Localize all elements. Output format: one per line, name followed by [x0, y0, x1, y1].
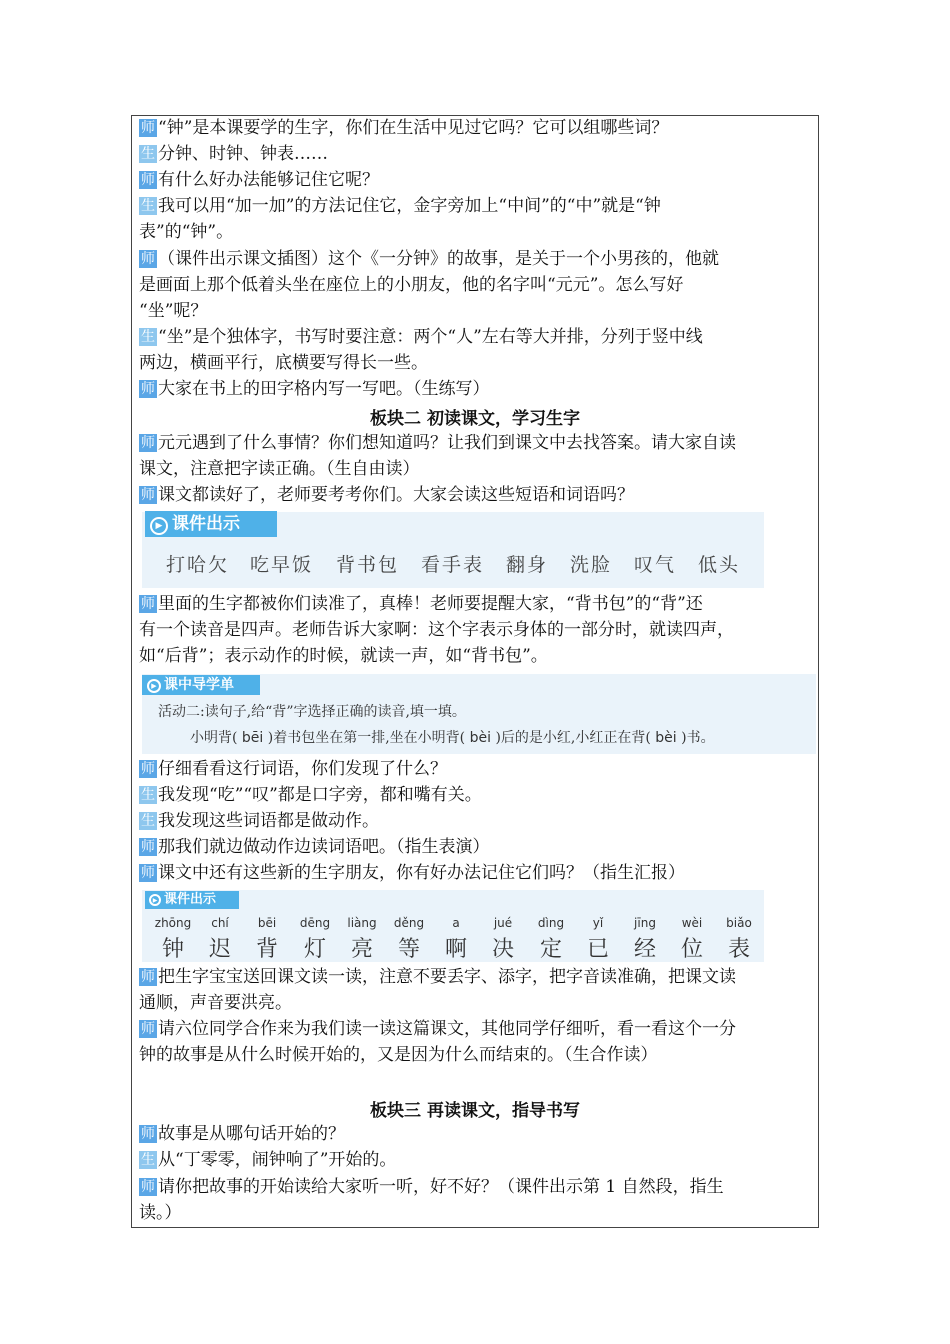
pinyin-label: chí: [211, 916, 229, 930]
line-text: “钟”是本课要学的生字，你们在生活中见过它吗？它可以组哪些词？: [158, 118, 669, 138]
line-text: （课件出示课文插图）这个《一分钟》的故事，是关于一个小男孩的，他就: [158, 249, 719, 269]
teacher-line: [139, 1174, 724, 1200]
block3-heading: 板块三 再读课文，指导书写: [370, 1101, 580, 1121]
teacher-line: [139, 246, 719, 272]
teacher-tag: 师: [141, 1179, 155, 1195]
line-text: 那我们就边做动作边读词语吧。（指生表演）: [158, 837, 490, 857]
teacher-line: [139, 167, 379, 193]
student-tag: 生: [141, 198, 155, 214]
courseware-label: 课件出示: [164, 892, 217, 907]
teacher-tag: 师: [141, 596, 155, 612]
sentence-part: )着书包坐在第一排,坐在小明背(: [267, 730, 466, 746]
new-character: 钟: [161, 937, 184, 962]
teacher-tag: 师: [141, 487, 155, 503]
teacher-tag: 师: [141, 761, 155, 777]
phrase-item: 打哈欠: [166, 554, 230, 576]
teacher-tag: 师: [141, 1126, 155, 1142]
phrase-item: 吃早饭: [250, 554, 314, 576]
guide-label: 课中导学单: [164, 677, 234, 693]
pinyin-label: a: [452, 916, 460, 930]
student-line: [139, 324, 703, 350]
student-line: [139, 141, 328, 167]
line-text: 里面的生字都被你们读准了，真棒！老师要提醒大家，“背书包”的“背”还: [158, 594, 703, 614]
line-continuation: 课文，注意把字读正确。（生自由读）: [139, 459, 420, 479]
line-text: 故事是从哪句话开始的？: [158, 1124, 345, 1144]
new-character: 表: [727, 937, 750, 962]
new-character: 啊: [444, 937, 467, 962]
pinyin-label: yǐ: [592, 916, 604, 930]
pinyin-label: liàng: [347, 916, 377, 930]
student-tag: 生: [141, 1152, 155, 1168]
teacher-tag: 师: [141, 969, 155, 985]
new-character: 背: [255, 937, 278, 962]
line-text: 请你把故事的开始读给大家听一听，好不好？（课件出示第 1 自然段，指生: [158, 1177, 724, 1197]
pinyin-label: bēi: [257, 916, 277, 930]
pinyin-label: jīng: [634, 916, 656, 930]
new-character: 定: [539, 937, 562, 962]
student-line: [139, 193, 661, 219]
teacher-line: [139, 376, 490, 402]
phrase-item: 背书包: [336, 554, 400, 576]
play-icon: ▶: [147, 679, 161, 693]
pinyin-label: wèi: [681, 916, 703, 930]
line-continuation: 读。）: [139, 1203, 182, 1223]
student-line: [139, 808, 379, 834]
line-text: 从“丁零零，闹钟响了”开始的。: [158, 1150, 397, 1170]
block2-heading: 板块二 初读课文，学习生字: [370, 409, 580, 429]
line-continuation: 表”的“钟”。: [139, 222, 234, 242]
teacher-tag: 师: [141, 435, 155, 451]
answer-bei1: bēi: [241, 730, 264, 746]
new-character: 已: [586, 937, 609, 962]
new-character: 等: [397, 937, 420, 962]
line-text: 课文都读好了，老师要考考你们。大家会读这些短语和词语吗？: [158, 485, 634, 505]
answer-bei4: bèi: [655, 730, 677, 746]
pinyin-label: děng: [393, 916, 425, 930]
student-tag: 生: [141, 329, 155, 345]
pinyin-label: dìng: [537, 916, 565, 930]
teacher-line: [139, 591, 703, 617]
new-character: 经: [633, 937, 656, 962]
phrase-item: 看手表: [421, 554, 485, 576]
student-line: [139, 782, 482, 808]
line-text: 我发现“吃”“叹”都是口字旁，都和嘴有关。: [158, 785, 482, 805]
line-continuation: “坐”呢？: [139, 301, 208, 321]
teacher-line: [139, 1016, 736, 1042]
new-character: 位: [680, 937, 703, 962]
teacher-tag: 师: [141, 865, 155, 881]
line-continuation: 如“后背”；表示动作的时候，就读一声，如“背书包”。: [139, 646, 548, 666]
courseware-badge: [145, 511, 277, 537]
line-continuation: 钟的故事是从什么时候开始的，又是因为什么而结束的。（生合作读）: [139, 1045, 658, 1065]
sentence-part: 小明背(: [190, 730, 238, 746]
phrase-item: 叹气: [634, 554, 677, 576]
line-text: 课文中还有这些新的生字朋友，你有好办法记住它们吗？（指生汇报）: [158, 863, 685, 883]
line-text: 把生字宝宝送回课文读一读，注意不要丢字、添字，把字音读准确，把课文读: [158, 967, 736, 987]
play-icon: ▶: [149, 894, 161, 906]
line-continuation: 有一个读音是四声。老师告诉大家啊：这个字表示身体的一部分时，就读四声，: [139, 620, 734, 640]
new-character: 亮: [350, 937, 373, 962]
student-tag: 生: [141, 813, 155, 829]
line-text: 元元遇到了什么事情？你们想知道吗？让我们到课文中去找答案。请大家自读: [158, 433, 736, 453]
new-character: 决: [491, 937, 514, 962]
courseware-badge: [145, 891, 239, 909]
answer-bei4: bèi: [469, 730, 491, 746]
guide-activity: 活动二:读句子,给“背”字选择正确的读音,填一填。: [158, 704, 466, 720]
guide-badge: [142, 675, 260, 695]
teacher-line: [139, 964, 736, 990]
teacher-tag: 师: [141, 1021, 155, 1037]
teacher-tag: 师: [141, 251, 155, 267]
line-text: 仔细看看这行词语，你们发现了什么？: [158, 759, 447, 779]
line-continuation: 两边，横画平行，底横要写得长一些。: [139, 353, 428, 373]
sentence-part: )书。: [681, 730, 715, 746]
pinyin-label: biǎo: [726, 916, 752, 930]
phrase-item: 洗脸: [570, 554, 613, 576]
pinyin-label: jué: [493, 916, 513, 930]
teacher-tag: 师: [141, 120, 155, 136]
teacher-line: [139, 834, 490, 860]
line-text: 大家在书上的田字格内写一写吧。（生练写）: [158, 379, 490, 399]
pinyin-label: zhōng: [154, 916, 192, 930]
teacher-line: [139, 482, 634, 508]
teacher-line: [139, 860, 685, 886]
line-text: “坐”是个独体字，书写时要注意：两个“人”左右等大并排，分列于竖中线: [158, 327, 703, 347]
student-tag: 生: [141, 146, 155, 162]
sentence-part: )后的是小红,小红正在背(: [495, 730, 651, 746]
play-icon: ▶: [150, 517, 168, 535]
teacher-line: [139, 1121, 345, 1147]
teacher-line: [139, 115, 668, 141]
line-text: 请六位同学合作来为我们读一读这篇课文，其他同学仔细听，看一看这个一分: [158, 1019, 736, 1039]
teacher-line: [139, 756, 447, 782]
line-continuation: 通顺，声音要洪亮。: [139, 993, 292, 1013]
line-text: 我发现这些词语都是做动作。: [158, 811, 379, 831]
line-text: 分钟、时钟、钟表……: [158, 144, 328, 164]
new-character: 迟: [208, 937, 231, 962]
student-tag: 生: [141, 787, 155, 803]
line-text: 我可以用“加一加”的方法记住它，金字旁加上“中间”的“中”就是“钟: [158, 196, 661, 216]
guide-sentence: [190, 727, 715, 747]
line-text: 有什么好办法能够记住它呢？: [158, 170, 379, 190]
teacher-line: [139, 430, 736, 456]
phrase-item: 翻身: [506, 554, 549, 576]
teacher-tag: 师: [141, 839, 155, 855]
student-line: [139, 1147, 396, 1173]
pinyin-label: dēng: [299, 916, 331, 930]
teacher-tag: 师: [141, 381, 155, 397]
phrase-item: 低头: [698, 554, 741, 576]
courseware-label: 课件出示: [172, 514, 240, 534]
line-continuation: 是画面上那个低着头坐在座位上的小朋友，他的名字叫“元元”。怎么写好: [139, 275, 684, 295]
teacher-tag: 师: [141, 172, 155, 188]
new-character: 灯: [303, 937, 326, 962]
